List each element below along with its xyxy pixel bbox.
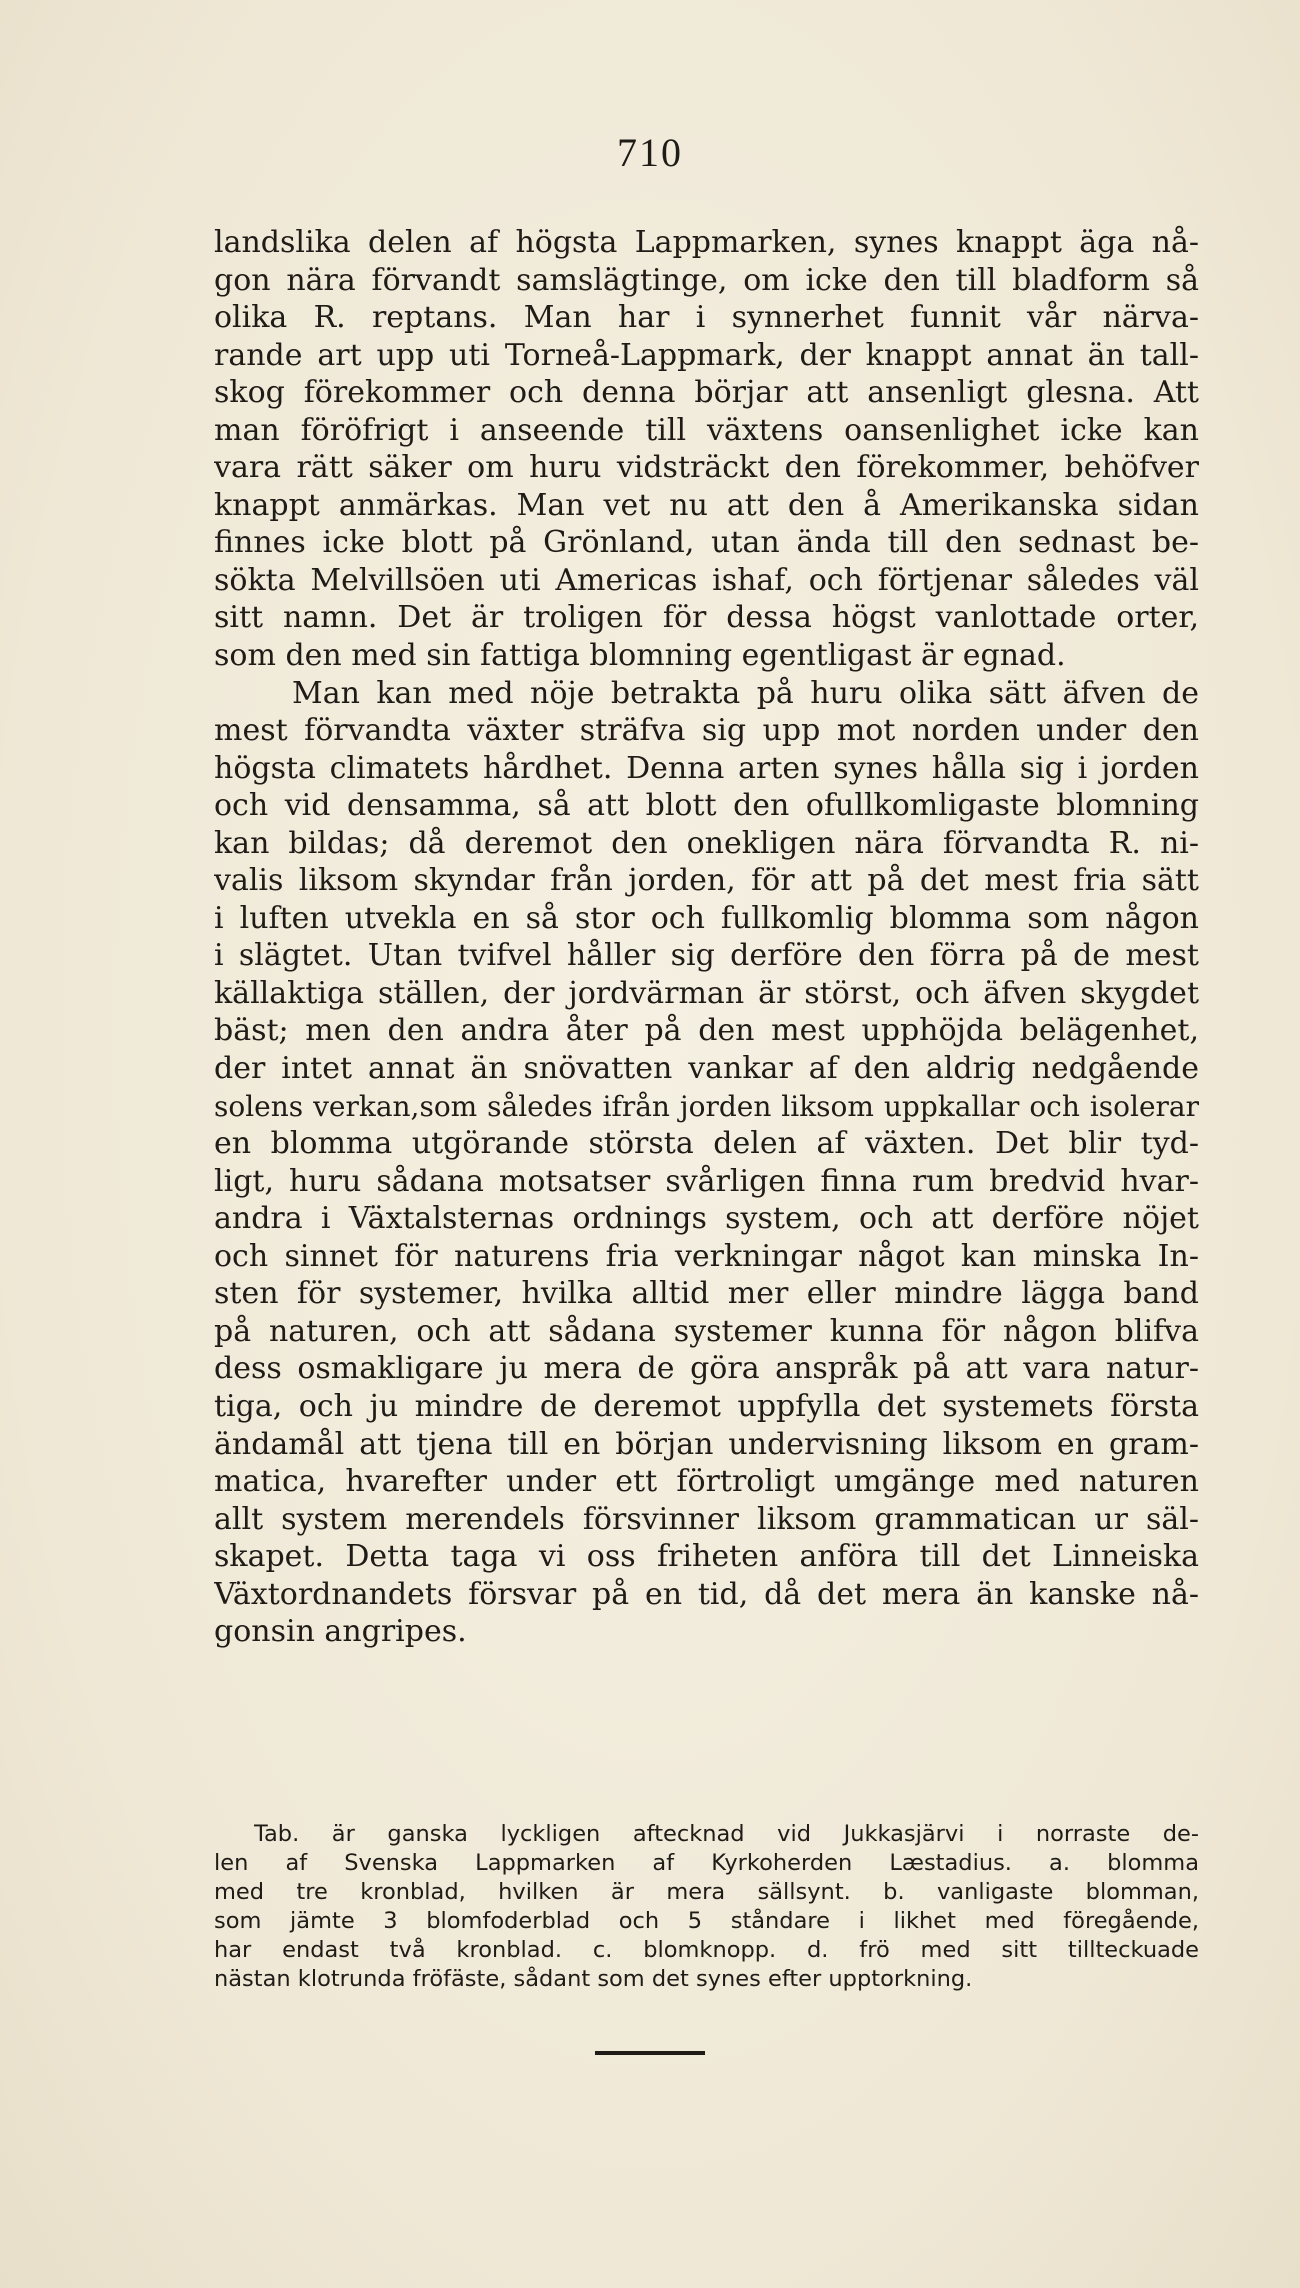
text-line: i slägtet. Utan tvifvel håller sig derföre den förra på de mest <box>214 938 1199 974</box>
text-line: finnes icke blott på Grönland, utan ända till den sednast be- <box>214 525 1199 561</box>
text-line: som den med sin fattiga blomning egentligast är egnad. <box>214 638 1066 674</box>
text-line: vara rätt säker om huru vidsträckt den förekommer, behöfver <box>214 450 1199 486</box>
body-text <box>214 224 1199 1651</box>
footnote-line: har endast två kronblad. c. blomknopp. d. frö med sitt tillteckuade <box>214 1937 1199 1964</box>
paragraph <box>214 224 1199 675</box>
paragraph <box>214 675 1199 1651</box>
text-line: der intet annat än snövatten vankar af den aldrig nedgående <box>214 1051 1199 1087</box>
text-line: gonsin angripes. <box>214 1614 467 1650</box>
end-rule <box>595 2051 705 2055</box>
text-line: källaktiga ställen, der jordvärman är störst, och äfven skygdet <box>214 975 1199 1011</box>
text-line: ligt, huru sådana motsatser svårligen finna rum bredvid hvar- <box>214 1163 1199 1199</box>
text-line: i luften utvekla en så stor och fullkomlig blomma som någon <box>214 900 1199 936</box>
text-line: kan bildas; då deremot den onekligen nära förvandta R. ni- <box>214 825 1199 861</box>
page-number: 710 <box>617 130 683 175</box>
text-line: skapet. Detta taga vi oss friheten anföra till det Linneiska <box>214 1539 1199 1575</box>
text-line: mest förvandta växter sträfva sig upp mot norden under den <box>214 713 1199 749</box>
text-line: man föröfrigt i anseende till växtens oansenlighet icke kan <box>214 412 1199 448</box>
text-line: och vid densamma, så att blott den ofullkomligaste blomning <box>214 788 1199 824</box>
text-line: på naturen, och att sådana systemer kunna för någon blifva <box>214 1313 1199 1349</box>
footnote-line: som jämte 3 blomfoderblad och 5 ståndare i likhet med föregående, <box>214 1908 1199 1935</box>
text-line: gon nära förvandt samslägtinge, om icke den till bladform så <box>214 262 1199 298</box>
text-line: allt system merendels försvinner liksom grammatican ur säl- <box>214 1501 1199 1537</box>
text-line: solens verkan,som således ifrån jorden liksom uppkallar och isolerar <box>214 1089 1199 1123</box>
text-line: valis liksom skyndar från jorden, för att på det mest fria sätt <box>214 863 1199 899</box>
text-line: ändamål att tjena till en början undervisning liksom en gram- <box>214 1426 1199 1462</box>
text-line: rande art upp uti Torneå-Lappmark, der knappt annat än tall- <box>214 337 1199 373</box>
text-line: dess osmakligare ju mera de göra anspråk på att vara natur- <box>214 1351 1199 1387</box>
text-line: högsta climatets hårdhet. Denna arten synes hålla sig i jorden <box>214 750 1199 786</box>
footnote-line: len af Svenska Lappmarken af Kyrkoherden Læstadius. a. blomma <box>214 1850 1199 1877</box>
text-line: Växtordnandets försvar på en tid, då det mera än kanske nå- <box>214 1576 1199 1612</box>
text-line: bäst; men den andra åter på den mest upphöjda belägenhet, <box>214 1013 1199 1049</box>
footnote <box>214 1820 1199 1995</box>
text-line: andra i Växtalsternas ordnings system, och att derföre nöjet <box>214 1201 1199 1237</box>
footnote-line: nästan klotrunda fröfäste, sådant som det synes efter upptorkning. <box>214 1966 973 1993</box>
footnote-line: Tab. är ganska lyckligen aftecknad vid Jukkasjärvi i norraste de- <box>254 1821 1199 1847</box>
footnote-line: med tre kronblad, hvilken är mera sällsynt. b. vanligaste blomman, <box>214 1879 1199 1906</box>
text-line: olika R. reptans. Man har i synnerhet funnit vår närva- <box>214 300 1199 336</box>
text-line: tiga, och ju mindre de deremot uppfylla det systemets första <box>214 1388 1199 1424</box>
text-line: sitt namn. Det är troligen för dessa högst vanlottade orter, <box>214 600 1199 636</box>
text-line: skog förekommer och denna börjar att ansenligt glesna. Att <box>214 375 1199 411</box>
text-line: knappt anmärkas. Man vet nu att den å Amerikanska sidan <box>214 487 1199 523</box>
text-line: sten för systemer, hvilka alltid mer eller mindre lägga band <box>214 1276 1199 1312</box>
text-line: landslika delen af högsta Lappmarken, synes knappt äga nå- <box>214 225 1199 260</box>
text-line: och sinnet för naturens fria verkningar något kan minska In- <box>214 1238 1199 1274</box>
text-line: matica, hvarefter under ett förtroligt umgänge med naturen <box>214 1464 1199 1500</box>
text-line: sökta Melvillsöen uti Americas ishaf, och förtjenar således väl <box>214 562 1199 598</box>
text-line: Man kan med nöje betrakta på huru olika sätt äfven de <box>292 675 1199 711</box>
text-line: en blomma utgörande största delen af växten. Det blir tyd- <box>214 1126 1199 1162</box>
